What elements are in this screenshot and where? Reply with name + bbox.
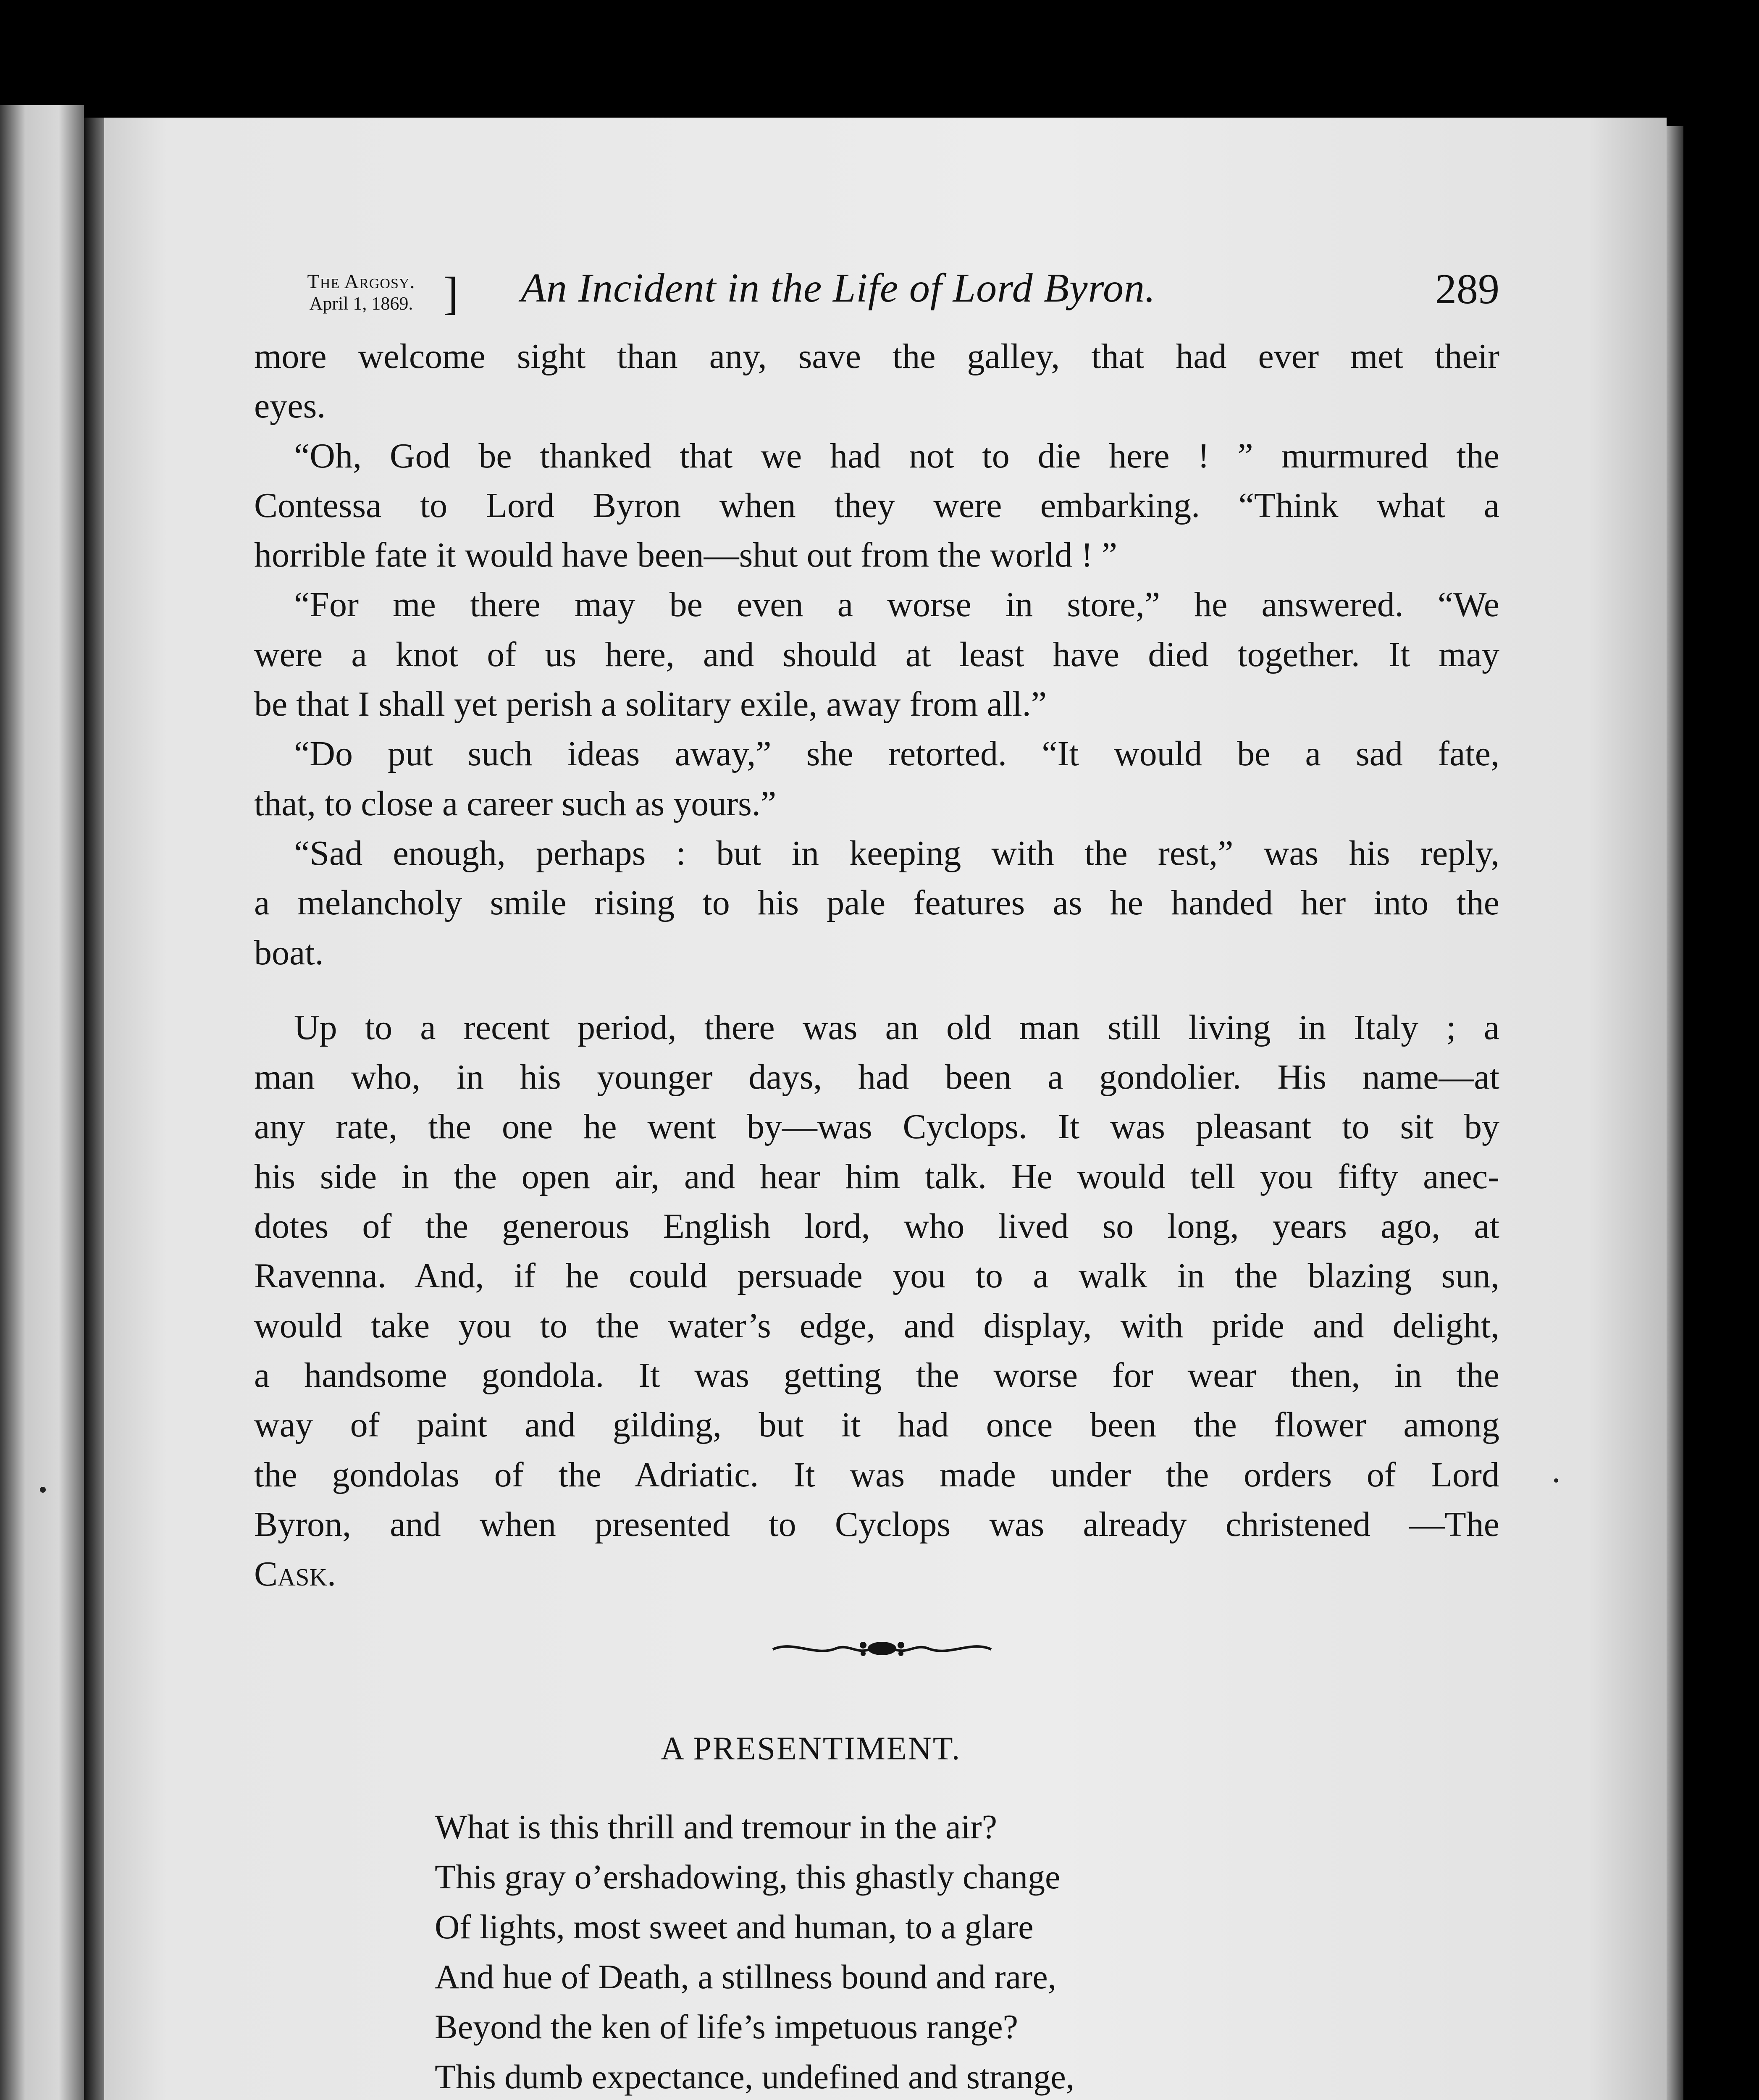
text-line: boat. [254, 933, 324, 972]
text-line: dotes of the generous English lord, who lived so long, years ago, at [254, 1207, 1499, 1246]
running-head [281, 258, 1499, 321]
running-title: An Incident in the Life of Lord Byron. [521, 265, 1156, 311]
imprint-bracket: ] [443, 268, 459, 319]
text-line: more welcome sight than any, save the galley, that had ever met their [254, 337, 1499, 376]
text-line: way of paint and gilding, but it had once been the flower among [254, 1405, 1499, 1445]
text-line: Byron, and when presented to Cyclops was already christened —The [254, 1504, 1499, 1544]
text-line: be that I shall yet perish a solitary exile, away from all.” [254, 685, 1047, 724]
poem-line: This gray o’ershadowing, this ghastly change [435, 1858, 1061, 1896]
text-line: would take you to the water’s edge, and display, with pride and delight, [254, 1306, 1499, 1345]
text-line: “For me there may be even a worse in store,” he answered. “We [294, 585, 1499, 625]
text-line: the gondolas of the Adriatic. It was made under the orders of Lord [254, 1455, 1499, 1494]
periodical-imprint [281, 271, 441, 315]
poem-stanza [435, 1802, 1141, 2100]
poem-title: A PRESENTIMENT. [661, 1730, 961, 1767]
section-divider-ornament [769, 1636, 995, 1661]
text-line: were a knot of us here, and should at least have died together. It may [254, 635, 1499, 674]
text-line: Ravenna. And, if he could persuade you to a walk in the blazing sun, [254, 1256, 1499, 1296]
poem-line: This dumb expectance, undefined and strange, [435, 2058, 1075, 2096]
text-line: any rate, the one he went by—was Cyclops. It was pleasant to sit by [254, 1107, 1499, 1147]
paper-speck [1554, 1478, 1558, 1483]
text-line: a melancholy smile rising to his pale features as he handed her into the [254, 883, 1499, 923]
text-line: “Oh, God be thanked that we had not to die here ! ” murmured the [294, 436, 1499, 475]
poem-line: What is this thrill and tremour in the air? [435, 1808, 997, 1846]
text-line: “Sad enough, perhaps : but in keeping with the rest,” was his reply, [294, 833, 1499, 873]
page-edge-shadow [1667, 126, 1683, 2100]
text-line: Cask. [254, 1554, 336, 1594]
text-line: Up to a recent period, there was an old man still living in Italy ; a [294, 1008, 1499, 1047]
issue-date: April 1, 1869. [309, 293, 413, 314]
text-line: a handsome gondola. It was getting the worse for wear then, in the [254, 1355, 1499, 1395]
text-line: Contessa to Lord Byron when they were embarking. “Think what a [254, 486, 1499, 525]
poem-line: Beyond the ken of life’s impetuous range? [435, 2008, 1019, 2046]
poem-line: Of lights, most sweet and human, to a glare [435, 1908, 1034, 1946]
text-line: his side in the open air, and hear him talk. He would tell you fifty anec- [254, 1157, 1499, 1196]
periodical-name: The Argosy. [307, 270, 415, 293]
previous-page-edge [0, 105, 84, 2100]
text-line: man who, in his younger days, had been a gondolier. His name—at [254, 1058, 1499, 1097]
text-line: “Do put such ideas away,” she retorted. “It would be a sad fate, [294, 734, 1499, 774]
poem-line: And hue of Death, a stillness bound and rare, [435, 1958, 1057, 1996]
article-body [254, 332, 1499, 1599]
text-line: that, to close a career such as yours.” [254, 784, 777, 823]
page-number: 289 [1435, 265, 1499, 313]
book-gutter [84, 118, 104, 2100]
text-line: horrible fate it would have been—shut out from the world ! ” [254, 536, 1118, 575]
text-line: eyes. [254, 386, 326, 426]
paragraph-gap [254, 978, 1499, 1003]
paper-speck [40, 1487, 46, 1493]
